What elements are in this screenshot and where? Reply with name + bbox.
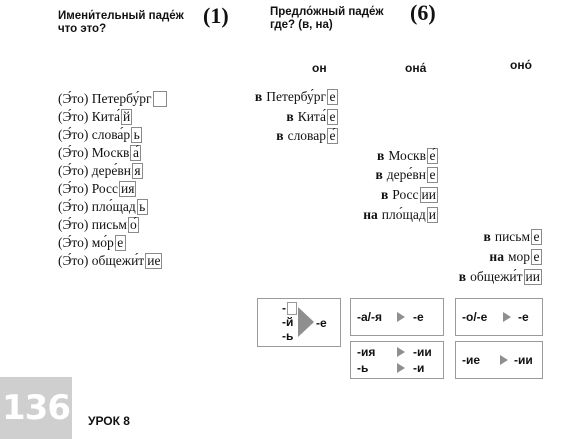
rule-box-neuter-o	[455, 298, 543, 336]
phrase-stem: письм	[494, 229, 530, 244]
phrase-stem: Росс	[392, 187, 419, 202]
phrase-ending: е	[531, 229, 542, 245]
row-ending	[153, 91, 167, 107]
arrow-right-icon	[397, 363, 405, 373]
rule-from: -ие	[462, 353, 481, 367]
phrase-stem: мор	[507, 249, 530, 264]
rule-from: -а/-я	[357, 310, 383, 324]
prepositional-phrase	[363, 206, 438, 223]
rule-to: -е	[316, 316, 327, 330]
rule-from-i: -й	[282, 315, 294, 329]
rule-to: -ии	[413, 345, 432, 359]
phrase-preposition: на	[363, 207, 378, 222]
row-stem: (Э́то) Москв	[58, 145, 130, 160]
rule-from: -ь	[357, 361, 369, 375]
row-ending: й	[123, 108, 131, 124]
page-number: 136	[0, 377, 72, 439]
rule-to: -е	[413, 310, 424, 324]
row-stem: (Э́то) слова́р	[58, 127, 131, 142]
rule-box-feminine-ia	[350, 341, 444, 379]
phrase-preposition: в	[254, 89, 263, 104]
prepositional-phrase	[377, 147, 438, 164]
nominative-row	[58, 180, 136, 197]
prepositional-phrase	[255, 88, 338, 105]
phrase-preposition: в	[286, 109, 294, 124]
phrase-ending: е́	[427, 148, 438, 164]
phrase-stem: дере́вн	[386, 167, 426, 182]
phrase-stem: общежи́т	[470, 269, 523, 284]
arrow-right-icon	[397, 312, 405, 322]
row-stem: (Э́то) письм	[58, 217, 127, 232]
nominative-row	[58, 90, 167, 107]
row-ending: я	[132, 163, 143, 179]
rule-from: -ия	[357, 345, 376, 359]
prepositional-phrase	[381, 186, 438, 203]
phrase-ending: е	[427, 167, 438, 183]
rule-to: -е	[518, 310, 529, 324]
row-ending: е	[115, 235, 126, 251]
prepositional-question: где? (в, на)	[270, 19, 333, 31]
nominative-row	[58, 234, 126, 251]
prepositional-phrase	[484, 228, 542, 245]
nominative-row	[58, 108, 132, 125]
phrase-ending: е	[327, 109, 338, 125]
prepositional-phrase	[286, 108, 338, 125]
prepositional-phrase	[276, 127, 338, 144]
row-stem: (Э́то) пло́щад	[58, 199, 136, 214]
nominative-row	[58, 216, 139, 233]
nominative-row	[58, 252, 162, 269]
row-ending: а́	[130, 145, 141, 161]
phrase-stem: Кита́	[297, 109, 326, 124]
row-ending: ь	[131, 127, 142, 143]
phrase-ending: ии	[421, 186, 436, 202]
nominative-title: Имени́тельный паде́ж	[58, 10, 184, 22]
row-stem: (Э́то) Кита́	[58, 109, 121, 124]
nominative-row	[58, 162, 143, 179]
phrase-preposition: в	[377, 148, 385, 163]
phrase-stem: словар	[287, 128, 326, 143]
row-stem: (Э́то) Петербу́рг	[58, 91, 152, 106]
phrase-preposition: в	[375, 167, 383, 182]
rule-from-empty: -	[282, 301, 297, 315]
row-stem: (Э́то) Росс	[58, 181, 118, 196]
rule-from: -о/-е	[462, 310, 488, 324]
arrow-right-icon	[397, 347, 405, 357]
phrase-stem: пло́щад	[381, 207, 426, 222]
prepositional-title: Предло́жный паде́ж	[270, 6, 384, 18]
gender-feminine: она́	[405, 61, 427, 75]
arrow-right-icon	[503, 312, 511, 322]
rule-box-masculine	[257, 298, 341, 347]
row-ending: ь	[137, 199, 148, 215]
rule-to: -ии	[514, 353, 533, 367]
rule-box-feminine-a	[350, 298, 444, 336]
nominative-row	[58, 144, 141, 161]
rule-from-soft: -ь	[282, 329, 294, 343]
row-stem: (Э́то) общежи́т	[58, 253, 145, 268]
prepositional-number: (6)	[410, 0, 436, 25]
row-ending: о́	[128, 217, 139, 233]
prepositional-phrase	[376, 166, 439, 183]
phrase-ending: е	[327, 89, 338, 105]
nominative-row	[58, 126, 142, 143]
nominative-question: что это?	[58, 23, 107, 35]
phrase-stem: Петербу́рг	[266, 89, 326, 104]
nominative-row	[58, 198, 148, 215]
rule-to: -и	[413, 361, 425, 375]
phrase-ending: и	[428, 206, 436, 222]
phrase-preposition: в	[483, 229, 491, 244]
phrase-ending: ии	[525, 268, 540, 284]
row-ending: ие	[147, 252, 161, 268]
row-stem: (Э́то) дере́вн	[58, 163, 131, 178]
arrow-right-icon	[500, 355, 508, 365]
row-ending: ия	[121, 180, 135, 196]
lesson-label: УРОК 8	[88, 414, 130, 428]
rule-box-neuter-ie	[455, 341, 543, 379]
phrase-stem: Москв	[388, 148, 426, 163]
gender-neuter: оно́	[510, 58, 532, 72]
phrase-preposition: в	[458, 269, 467, 284]
phrase-preposition: на	[489, 249, 504, 264]
phrase-preposition: в	[381, 187, 389, 202]
gender-masculine: он	[312, 61, 327, 75]
prepositional-phrase	[489, 248, 542, 265]
phrase-ending: е́	[327, 128, 338, 144]
nominative-number: (1)	[203, 3, 229, 28]
phrase-ending: е	[531, 249, 542, 265]
prepositional-phrase	[459, 268, 542, 285]
rule-arrow-icon	[298, 307, 314, 337]
row-stem: (Э́то) мо́р	[58, 235, 114, 250]
phrase-preposition: в	[276, 128, 284, 143]
